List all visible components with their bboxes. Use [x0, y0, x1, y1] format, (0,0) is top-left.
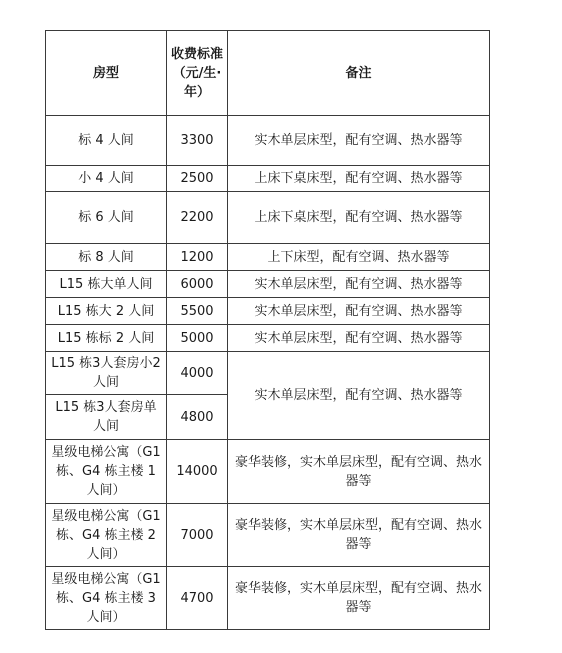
room-type-cell: 标 8 人间 [46, 244, 167, 271]
remark-cell: 上床下桌床型，配有空调、热水器等 [228, 166, 490, 192]
table-row [46, 116, 490, 166]
fee-cell: 2500 [167, 166, 228, 192]
fee-cell: 14000 [167, 440, 228, 504]
dorm-fee-table [45, 30, 490, 630]
remark-cell: 上下床型，配有空调、热水器等 [228, 244, 490, 271]
remark-cell: 豪华装修，实木单层床型，配有空调、热水器等 [228, 567, 490, 630]
room-type-cell: 星级电梯公寓（G1 栋、G4 栋主楼 1 人间） [46, 440, 167, 504]
room-type-cell: 标 4 人间 [46, 116, 167, 166]
header-room-type: 房型 [46, 31, 167, 116]
table-header-row [46, 31, 490, 116]
fee-cell: 6000 [167, 271, 228, 298]
fee-cell: 4700 [167, 567, 228, 630]
room-type-cell: L15 栋3人套房单人间 [46, 395, 167, 440]
table-row [46, 192, 490, 244]
remark-cell: 实木单层床型，配有空调、热水器等 [228, 298, 490, 325]
table-row [46, 352, 490, 395]
remark-cell: 豪华装修，实木单层床型，配有空调、热水器等 [228, 440, 490, 504]
fee-cell: 7000 [167, 504, 228, 567]
room-type-cell: 小 4 人间 [46, 166, 167, 192]
table-row [46, 298, 490, 325]
table-row [46, 166, 490, 192]
fee-cell: 4000 [167, 352, 228, 395]
remark-cell: 豪华装修，实木单层床型，配有空调、热水器等 [228, 504, 490, 567]
room-type-cell: L15 栋3人套房小2人间 [46, 352, 167, 395]
room-type-cell: 星级电梯公寓（G1 栋、G4 栋主楼 3 人间） [46, 567, 167, 630]
fee-cell: 1200 [167, 244, 228, 271]
header-fee [167, 31, 228, 116]
room-type-cell: 星级电梯公寓（G1 栋、G4 栋主楼 2 人间） [46, 504, 167, 567]
remark-cell-merged: 实木单层床型，配有空调、热水器等 [228, 352, 490, 440]
header-fee-unit: （元/生·年） [172, 65, 222, 100]
table-row [46, 325, 490, 352]
table-row [46, 504, 490, 567]
room-type-cell: 标 6 人间 [46, 192, 167, 244]
fee-cell: 2200 [167, 192, 228, 244]
room-type-cell: L15 栋大 2 人间 [46, 298, 167, 325]
table-row [46, 271, 490, 298]
table-row [46, 440, 490, 504]
remark-cell: 实木单层床型，配有空调、热水器等 [228, 325, 490, 352]
table-row [46, 244, 490, 271]
fee-cell: 4800 [167, 395, 228, 440]
fee-cell: 5000 [167, 325, 228, 352]
fee-cell: 5500 [167, 298, 228, 325]
header-fee-title: 收费标准 [170, 46, 223, 62]
remark-cell: 实木单层床型，配有空调、热水器等 [228, 271, 490, 298]
header-remark: 备注 [228, 31, 490, 116]
table-row [46, 567, 490, 630]
remark-cell: 上床下桌床型，配有空调、热水器等 [228, 192, 490, 244]
room-type-cell: L15 栋大单人间 [46, 271, 167, 298]
remark-cell: 实木单层床型，配有空调、热水器等 [228, 116, 490, 166]
fee-cell: 3300 [167, 116, 228, 166]
room-type-cell: L15 栋标 2 人间 [46, 325, 167, 352]
